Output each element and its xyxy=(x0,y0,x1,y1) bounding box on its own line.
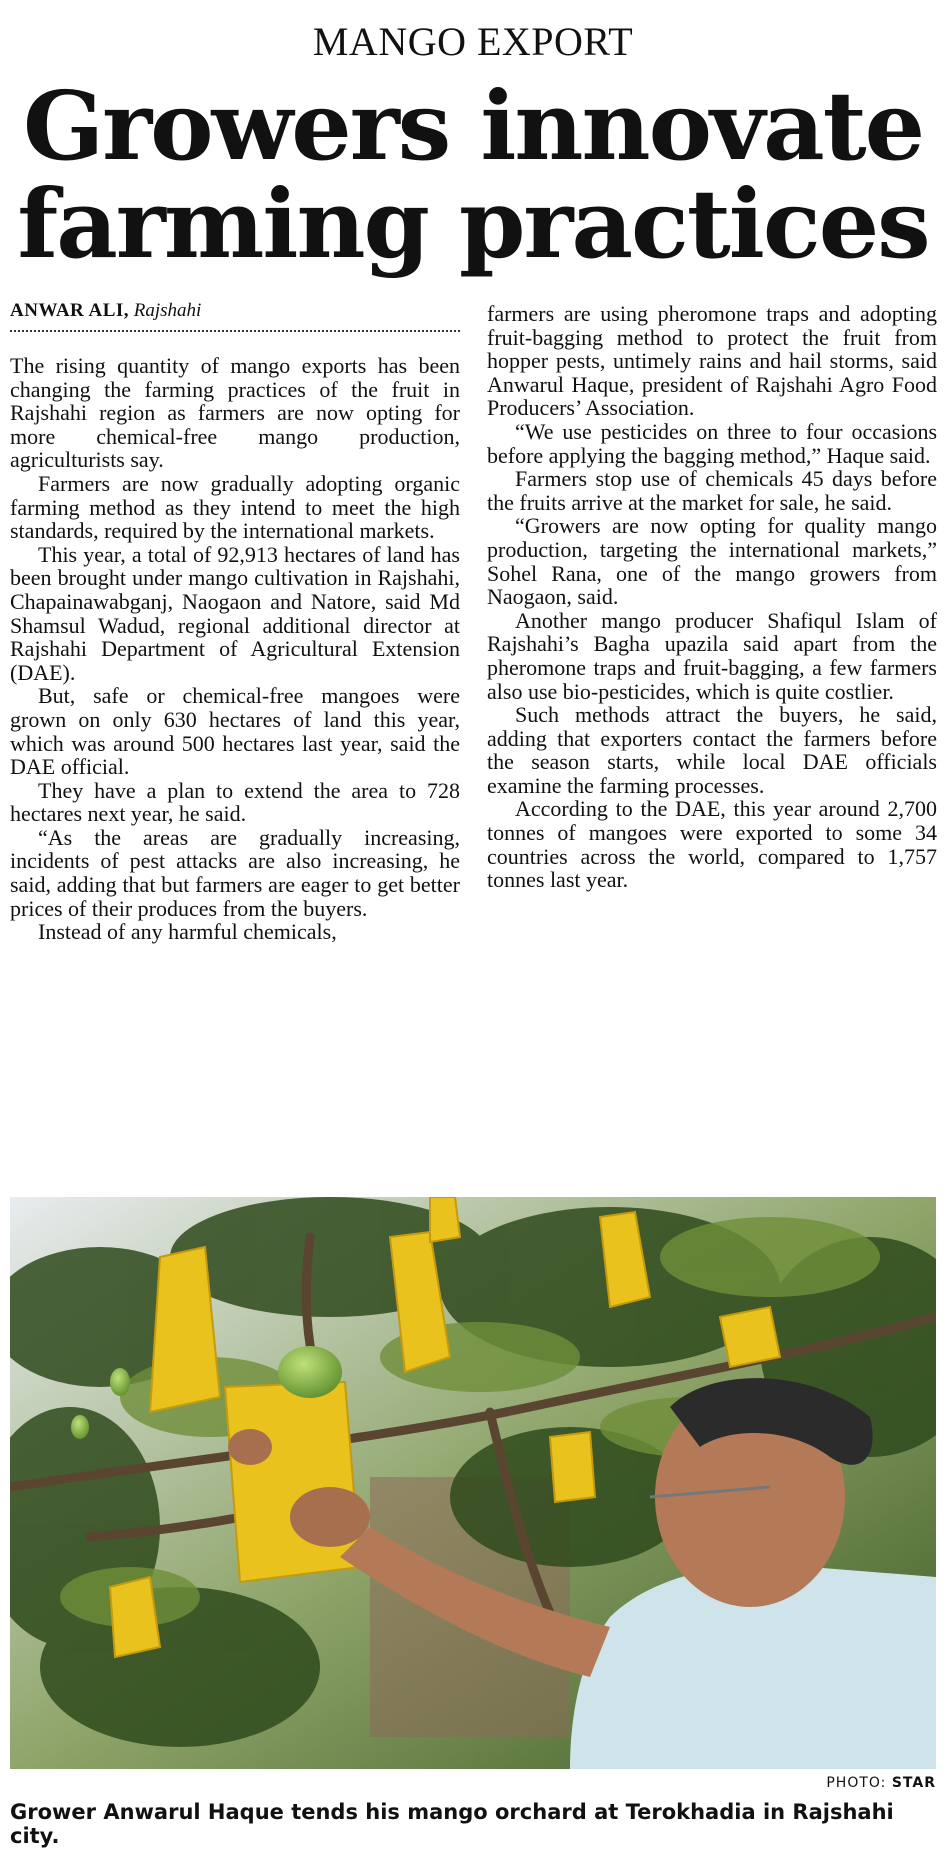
headline xyxy=(0,71,946,280)
paragraph: Farmers are now gradually adopting organic farming method as they intend to meet the high standards, required by the international markets. xyxy=(10,470,460,544)
byline-author: ANWAR ALI, xyxy=(10,300,130,321)
paragraph: Another mango producer Shafiqul Islam of Rajshahi’s Bagha upazila said apart from the pheromone traps and fruit-bagging, a few farmers also use bio-pesticides, which is quite costlier. xyxy=(487,607,937,704)
paragraph: This year, a total of 92,913 hectares of land has been brought under mango cultivation in Rajshahi, Chapainawabganj, Naogaon and Natore, said Md Shamsul Wadud, regional additional director at Rajshahi Department of Agricultural Extension (DAE). xyxy=(10,541,460,685)
paragraph: “Growers are now opting for quality mango production, targeting the international markets,” Sohel Rana, one of the mango growers from Naogaon, said. xyxy=(487,513,937,610)
photo-credit-prefix: PHOTO: xyxy=(826,1775,887,1791)
byline-place: Rajshahi xyxy=(133,300,202,321)
paragraph: “We use pesticides on three to four occasions before applying the bagging method,” Haque said. xyxy=(487,418,937,468)
paragraph: According to the DAE, this year around 2,700 tonnes of mangoes were exported to some 34 countries across the world, compared to 1,757 tonnes last year. xyxy=(487,796,937,893)
byline xyxy=(10,300,460,332)
paragraph: Instead of any harmful chemicals, xyxy=(38,919,337,945)
mango-orchard-illustration xyxy=(10,1197,936,1769)
headline-line-1: Growers innovate xyxy=(22,71,924,182)
paragraph: farmers are using pheromone traps and adopting fruit-bagging method to protect the fruit from hopper pests, untimely rains and hail storms, said Anwarul Haque, president of Rajshahi Agro Food Producers’ Association. xyxy=(487,301,937,421)
article-column-2 xyxy=(487,302,937,892)
paragraph: Such methods attract the buyers, he said, adding that exporters contact the farmers before the season starts, while local DAE officials examine the farming processes. xyxy=(487,702,937,798)
paragraph: Farmers stop use of chemicals 45 days before the fruits arrive at the market for sale, he said. xyxy=(487,466,937,515)
paragraph: But, safe or chemical-free mangoes were grown on only 630 hectares of land this year, which was around 500 hectares last year, said the DAE official. xyxy=(10,683,460,780)
photo-credit xyxy=(826,1775,936,1791)
paragraph: The rising quantity of mango exports has been changing the farming practices of the fruit in Rajshahi region as farmers are now opting for more chemical-free mango production, agriculturists say. xyxy=(10,353,460,473)
paragraph: “As the areas are gradually increasing, incidents of pest attacks are also increasing, he said, adding that but farmers are eager to get better prices of their produces from the buyers. xyxy=(10,824,460,921)
photo-caption: Grower Anwarul Haque tends his mango orchard at Terokhadia in Rajshahi city. xyxy=(10,1800,894,1848)
paragraph: They have a plan to extend the area to 728 hectares next year, he said. xyxy=(10,777,460,827)
headline-line-2: farming practices xyxy=(17,169,929,280)
photo-credit-source: STAR xyxy=(891,1775,936,1791)
article-photo xyxy=(10,1197,936,1769)
article-column-1 xyxy=(10,354,460,944)
section-kicker: MANGO EXPORT xyxy=(312,19,634,64)
